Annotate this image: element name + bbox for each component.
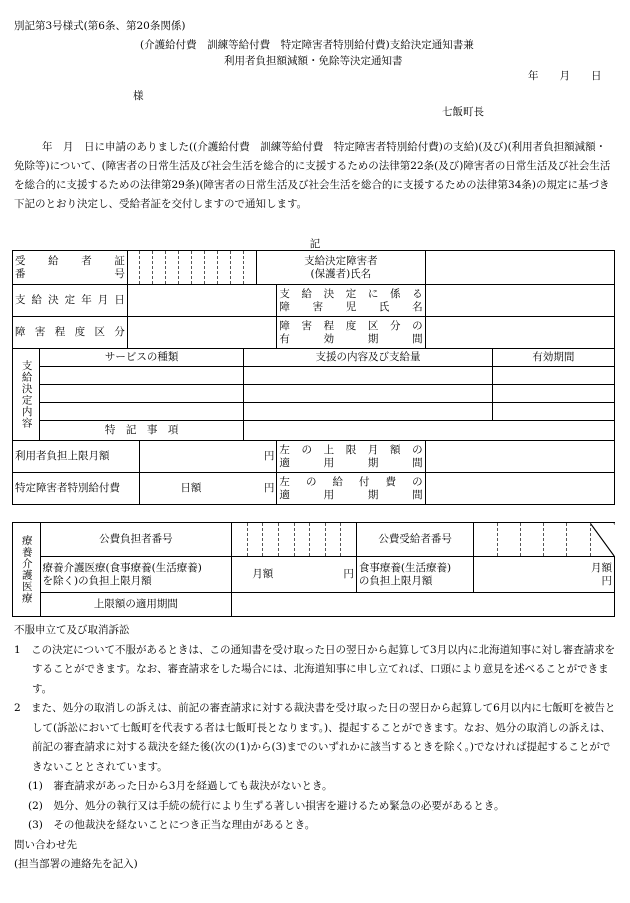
issuer: 七飯町長 — [442, 106, 484, 118]
special-notes-value — [244, 421, 615, 441]
note-item-2: 2 また、処分の取消しの訴えは、前記の審査請求に対する裁決書を受け取った日の翌日から起算して6月以内に七飯町を被告として(訴訟において七飯町を代表する者は七飯町長となります。)、提起することができます。なお、処分の取消しの訴えは、前記の審査請求に対する裁決を経た後(次の(1)から(3)までのいずれかに該当するときを除く。)でなければ提起することができないこととされています。 — [14, 702, 616, 773]
disability-level-value — [127, 317, 277, 349]
meal-limit-value: 月額 円 — [474, 557, 615, 593]
special-benefit-label: 特定障害者特別給付費 — [13, 473, 140, 505]
decision-content-label: 支給決定内容 — [13, 349, 40, 441]
col-support-amount: 支援の内容及び支給量 — [244, 349, 493, 367]
disability-level-label: 障害程度区分 — [13, 317, 128, 349]
form-id: 別記第3号様式(第6条、第20条関係) — [14, 20, 186, 32]
child-name-label: 支給決定に係る 障害児氏名 — [277, 285, 425, 317]
level-validity-value — [425, 317, 614, 349]
note-sub-3: (3) その他裁決を経ないことにつき正当な理由があるとき。 — [28, 819, 316, 831]
benefit-period-label: 左の給付費の 適用期間 — [277, 473, 425, 505]
child-name-value — [425, 285, 614, 317]
limit-apply-period-label: 上限額の適用期間 — [40, 593, 232, 617]
contact-heading: 問い合わせ先 — [14, 838, 77, 851]
col-valid-period: 有効期間 — [492, 349, 614, 367]
level-validity-label: 障害程度区分の 有効期間 — [277, 317, 425, 349]
decision-date-value — [127, 285, 277, 317]
limit-period-value — [425, 441, 614, 473]
note-sub-2: (2) 処分、処分の執行又は手続の続行により生ずる著しい損害を避けるため緊急の必要があるとき。 — [28, 799, 505, 812]
medical-table — [12, 522, 615, 617]
col-service-type: サービスの種類 — [40, 349, 244, 367]
contact-note: (担当部署の連絡先を記入) — [14, 858, 138, 870]
limit-period-label: 左の上限月額の 適用期間 — [277, 441, 425, 473]
note-sub-1: (1) 審査請求があった日から3月を経過しても裁決がないとき。 — [28, 780, 333, 792]
guardian-name-label: 支給決定障害者 (保護者)氏名 — [257, 251, 425, 285]
decision-date-label: 支給決定年月日 — [13, 285, 128, 317]
medical-limit-label: 療養介護医療(食事療養(生活療養) を除く)の負担上限月額 — [40, 557, 232, 593]
notes-section — [14, 621, 618, 875]
appeal-heading: 不服申立て及び取消訴訟 — [14, 624, 130, 636]
medical-section-label: 療養介護医療 — [13, 523, 41, 617]
monthly-limit-yen: 円 — [140, 441, 277, 473]
special-notes-label: 特 記 事 項 — [40, 421, 244, 441]
ki-label: 記 — [309, 238, 321, 250]
medical-limit-value: 月額 円 — [232, 557, 357, 593]
benefit-period-value — [425, 473, 614, 505]
note-item-1: 1 この決定について不服があるときは、この通知書を受け取った日の翌日から起算して3月以内に北海道知事に対し審査請求をすることができます。なお、審査請求をした場合には、北海道知事に申し立てれば、口頭により意見を述べることができます。 — [14, 643, 616, 695]
guardian-name-value — [425, 251, 614, 285]
meal-limit-label: 食事療養(生活療養) の負担上限月額 — [356, 557, 473, 593]
date-field: 年 月 日 — [528, 70, 602, 82]
addressee-suffix: 様 — [133, 90, 144, 102]
limit-apply-period-value — [232, 593, 615, 617]
recipient-public-no-label: 公費受給者番号 — [356, 523, 473, 557]
decision-table — [12, 250, 615, 505]
payer-no-label: 公費負担者番号 — [40, 523, 232, 557]
monthly-limit-label: 利用者負担上限月額 — [13, 441, 140, 473]
special-benefit-value: 日額 円 — [140, 473, 277, 505]
diagonal-cell — [590, 523, 614, 557]
body-text: 年 月 日に申請のありました((介護給付費 訓練等給付費 特定障害者特別給付費)の支給)(及び)(利用者負担額減額・免除等)について、(障害者の日常生活及び社会生活を総合的に支援するための法律第22条(及び)障害者の日常生活及び社会生活を総合的に支援するための法律第29条)(障害者の日常生活及び社会生活を総合的に支援するための法律第34条)の規定に基づき下記のとおり決定し、受給者証を交付しますので通知します。 — [14, 141, 611, 210]
recipient-no-label: 受 給 者 証 番 号 — [13, 251, 128, 285]
title-line1: (介護給付費 訓練等給付費 特定障害者特別給付費)支給決定通知書兼 — [140, 39, 474, 51]
title-line2: 利用者負担額減額・免除等決定通知書 — [224, 55, 403, 67]
